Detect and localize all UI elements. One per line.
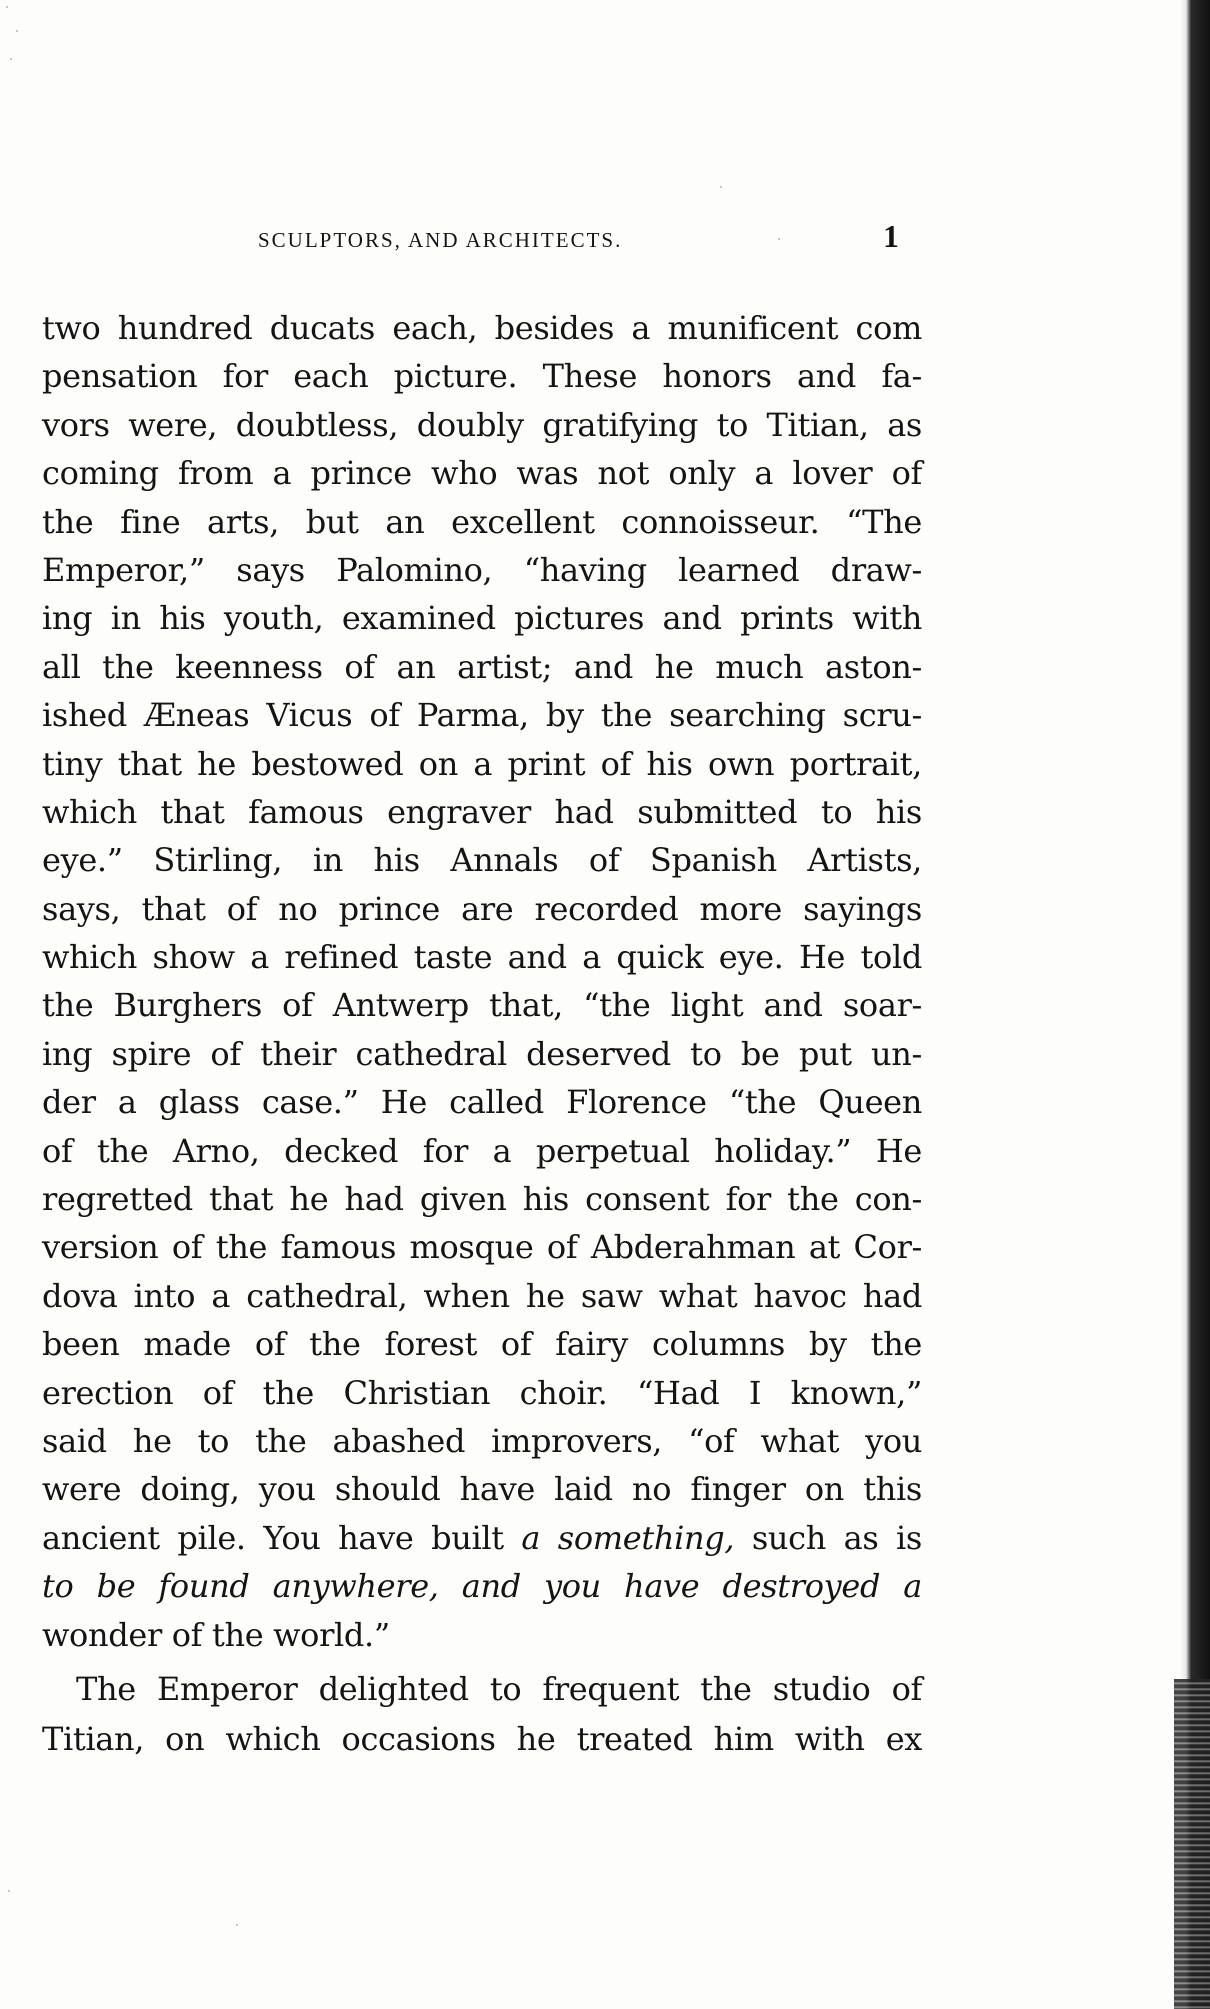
text-line: ished Æneas Vicus of Parma, by the searching scru-	[42, 696, 922, 735]
text-line: of the Arno, decked for a perpetual holiday.” He	[42, 1131, 922, 1170]
text-line: which show a refined taste and a quick eye. He told	[42, 938, 922, 977]
text-line: eye.” Stirling, in his Annals of Spanish Artists,	[42, 841, 922, 880]
paper-speck	[8, 1890, 10, 1892]
text-line: erection of the Christian choir. “Had I known,”	[42, 1373, 922, 1412]
running-head: SCULPTORS, AND ARCHITECTS.	[258, 228, 623, 252]
paper-speck	[778, 238, 780, 240]
text-line: dova into a cathedral, when he saw what havoc had	[42, 1276, 922, 1315]
text-line: regretted that he had given his consent for the con-	[42, 1180, 922, 1219]
text-line: Emperor,” says Palomino, “having learned draw-	[42, 550, 922, 589]
text-line: which that famous engraver had submitted to his	[42, 792, 922, 831]
page-number: 1	[883, 218, 899, 254]
paragraph-2	[42, 1664, 922, 1764]
paragraph-1	[42, 304, 922, 1659]
italic-run: a something,	[521, 1518, 735, 1557]
text-line: Titian, on which occasions he treated him with ex	[42, 1720, 922, 1758]
paper-speck	[236, 1924, 238, 1926]
text-line: says, that of no prince are recorded more sayings	[42, 889, 922, 928]
text-run: ancient pile. You have built	[42, 1518, 522, 1557]
paper-speck	[720, 186, 722, 188]
text-line: ing spire of their cathedral deserved to be put un-	[42, 1034, 922, 1073]
paper-speck	[10, 58, 12, 60]
text-line: The Emperor delighted to frequent the studio of	[76, 1670, 922, 1708]
text-line: tiny that he bestowed on a print of his own portrait,	[42, 744, 922, 783]
page-edge-shadow	[1174, 1679, 1210, 2009]
text-line: said he to the abashed improvers, “of what you	[42, 1421, 922, 1460]
text-line: der a glass case.” He called Florence “the Queen	[42, 1083, 922, 1122]
italic-run: to be found anywhere, and you have destroyed a	[42, 1567, 922, 1606]
paper-speck	[6, 6, 8, 8]
text-run: such as is	[734, 1518, 922, 1557]
text-line: the fine arts, but an excellent connoisseur. “The	[42, 502, 922, 541]
text-line: the Burghers of Antwerp that, “the light and soar-	[42, 986, 922, 1025]
text-line: all the keenness of an artist; and he much aston-	[42, 647, 922, 686]
text-line: vors were, doubtless, doubly gratifying to Titian, as	[42, 405, 922, 444]
text-line-italic	[42, 1562, 922, 1610]
text-line: wonder of the world.”	[42, 1615, 390, 1654]
text-line: been made of the forest of fairy columns by the	[42, 1325, 922, 1364]
paper-speck	[16, 30, 18, 32]
text-line-mixed	[42, 1514, 922, 1562]
text-line: pensation for each picture. These honors and fa-	[42, 357, 922, 396]
text-line: two hundred ducats each, besides a munificent com	[42, 309, 922, 347]
text-line: were doing, you should have laid no finger on this	[42, 1470, 922, 1509]
text-line: coming from a prince who was not only a lover of	[42, 454, 922, 493]
text-line: ing in his youth, examined pictures and prints with	[42, 599, 922, 638]
text-line: version of the famous mosque of Abderahman at Cor-	[42, 1228, 922, 1267]
